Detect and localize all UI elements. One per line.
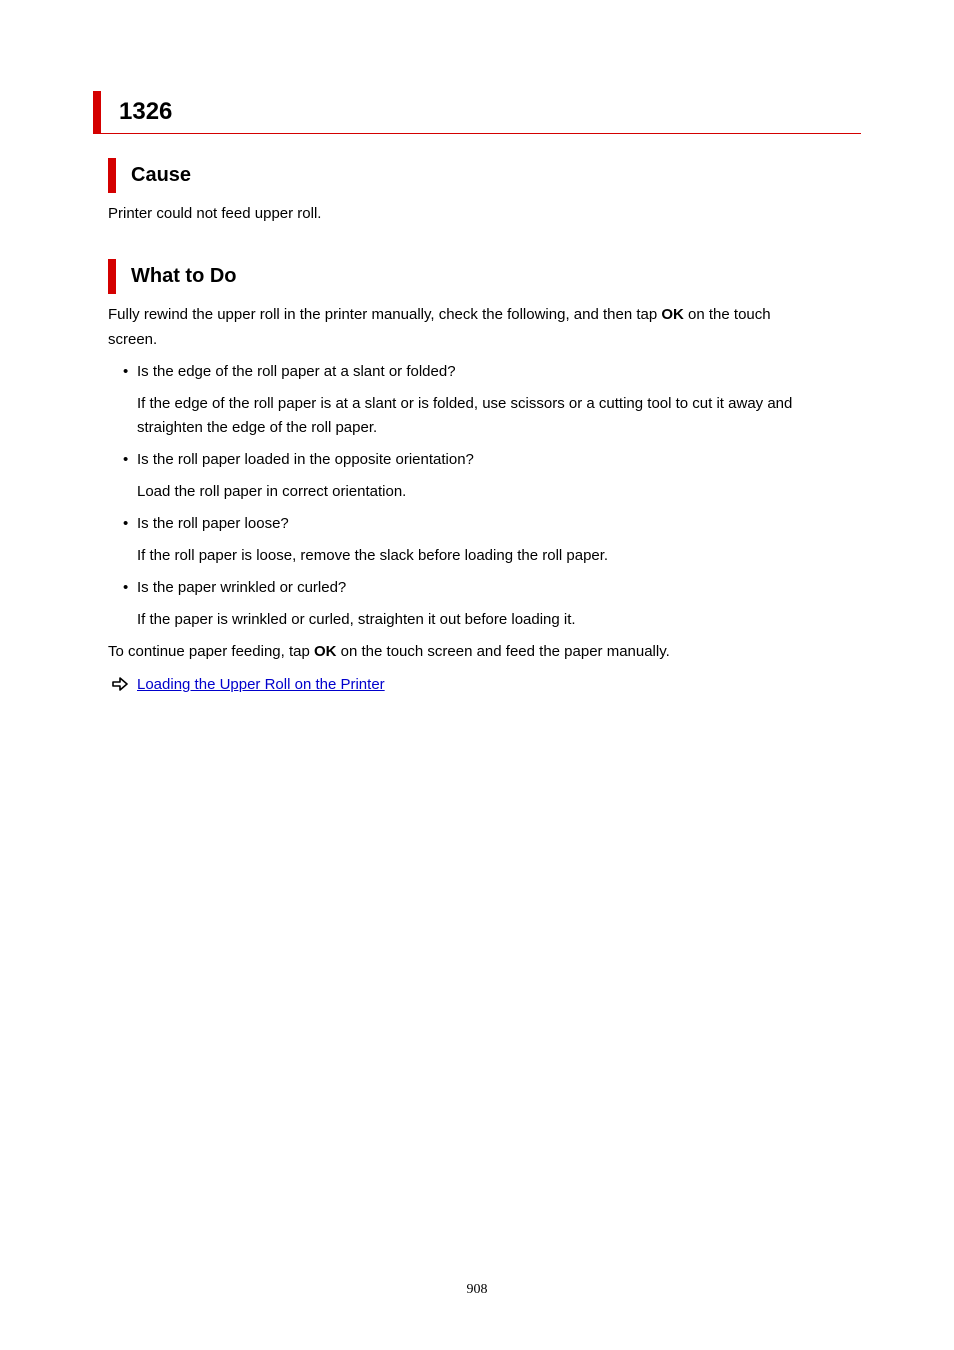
arrow-right-icon [112, 677, 128, 691]
check-answer-1-line1: If the edge of the roll paper is at a slant or is folded, use scissors or a cutting tool to cut it away and [137, 395, 793, 412]
intro-ok: OK [661, 306, 684, 323]
check-question-1: Is the edge of the roll paper at a slant or folded? [137, 363, 456, 380]
check-answer-3: If the roll paper is loose, remove the slack before loading the roll paper. [137, 547, 609, 564]
intro-text-line2: screen. [108, 331, 158, 348]
section-accent-bar [108, 259, 116, 294]
check-answer-2: Load the roll paper in correct orientation. [137, 483, 407, 500]
error-code-heading [93, 91, 861, 134]
page-title: 1326 [119, 98, 173, 125]
check-answer-1 [137, 392, 847, 440]
cause-heading [108, 158, 808, 193]
intro-text-end: on the touch [683, 306, 771, 323]
check-answer-1-line2: straighten the edge of the roll paper. [137, 419, 378, 436]
continue-text-end: on the touch screen and feed the paper manually. [336, 643, 670, 660]
bullet-marker: • [123, 579, 129, 596]
heading-accent-bar [93, 91, 101, 133]
intro-paragraph [108, 302, 838, 352]
loading-upper-roll-link[interactable]: Loading the Upper Roll on the Printer [137, 676, 385, 693]
bullet-marker: • [123, 451, 129, 468]
check-answer-4: If the paper is wrinkled or curled, straighten it out before loading it. [137, 611, 576, 628]
cause-title: Cause [131, 164, 192, 186]
page-number: 908 [466, 1282, 488, 1297]
continue-ok: OK [314, 643, 337, 660]
check-question-2: Is the roll paper loaded in the opposite orientation? [137, 451, 474, 468]
what-to-do-heading [108, 259, 808, 294]
continue-paragraph [108, 639, 838, 664]
what-to-do-title: What to Do [131, 265, 237, 287]
bullet-marker: • [123, 515, 129, 532]
check-question-3: Is the roll paper loose? [137, 515, 289, 532]
check-question-4: Is the paper wrinkled or curled? [137, 579, 347, 596]
cause-text: Printer could not feed upper roll. [108, 205, 322, 222]
intro-text: Fully rewind the upper roll in the printer manually, check the following, and then tap [108, 306, 662, 323]
continue-text: To continue paper feeding, tap [108, 643, 314, 660]
section-accent-bar [108, 158, 116, 193]
bullet-marker: • [123, 363, 129, 380]
